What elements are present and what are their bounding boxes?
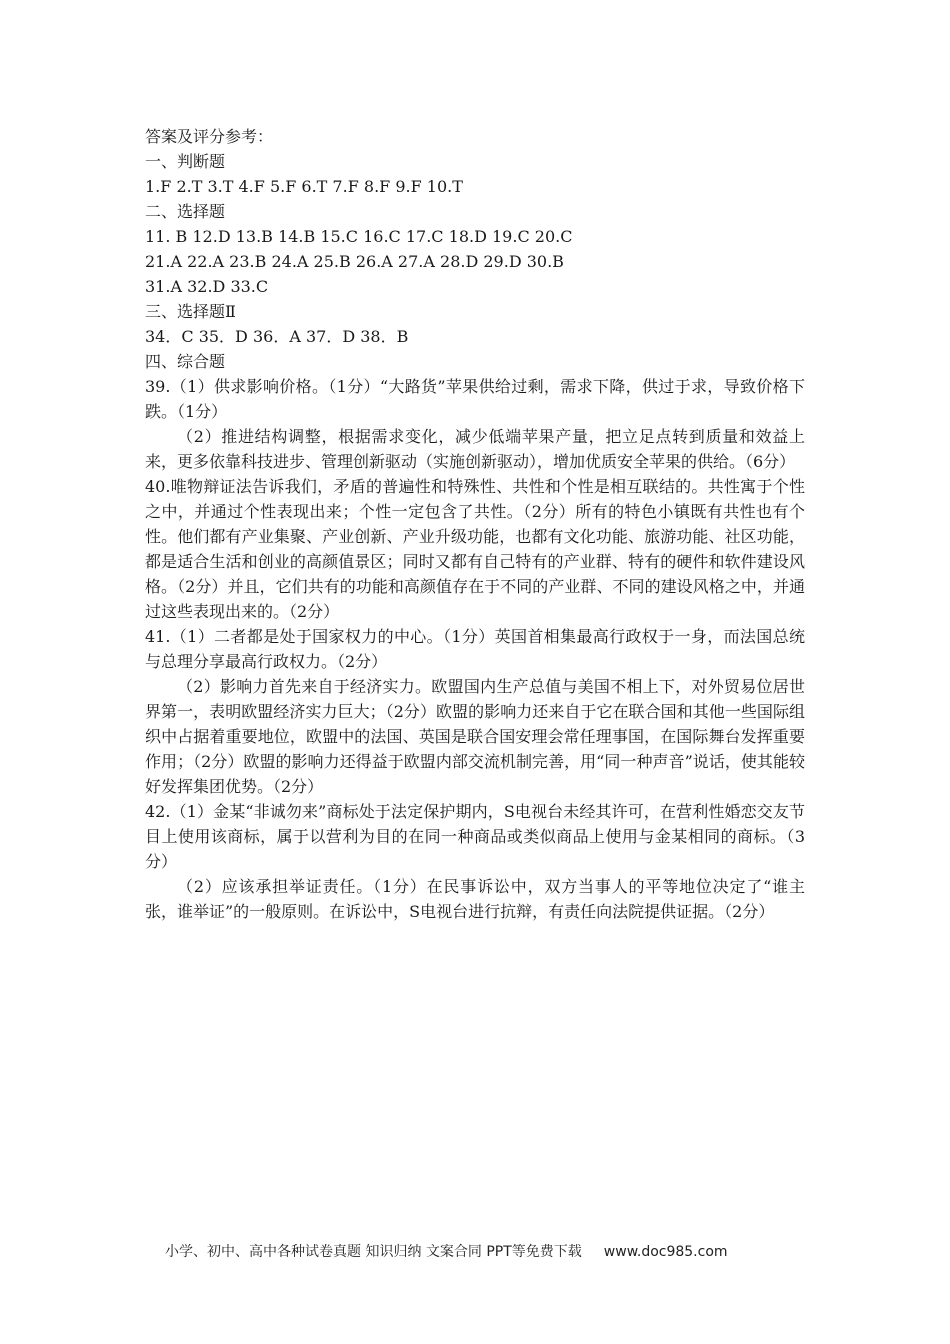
answer-41-part-2: （2）影响力首先来自于经济实力。欧盟国内生产总值与美国不相上下，对外贸易位居世界第一，表明欧盟经济实力巨大；（2分）欧盟的影响力还来自于它在联合国和其他一些国际组织中占据着重要地位，欧盟中的法国、英国是联合国安理会常任理事国，在国际舞台发挥重要作用；（2分）欧盟的影响力还得益于欧盟内部交流机制完善，用“同一种声音”说话，使其能较好发挥集团优势。（2分）: [145, 677, 805, 796]
section-title-choice-2: 三、选择题Ⅱ: [145, 302, 236, 321]
page-footer: [165, 1242, 805, 1262]
choice-answers-line-1: 11. B 12.D 13.B 14.B 15.C 16.C 17.C 18.D 19.C 20.C: [145, 227, 573, 246]
answer-42-part-2: （2）应该承担举证责任。（1分）在民事诉讼中，双方当事人的平等地位决定了“谁主张，谁举证”的一般原则。在诉讼中，S电视台进行抗辩，有责任向法院提供证据。（2分）: [145, 877, 805, 921]
choice-answers-line-2: 21.A 22.A 23.B 24.A 25.B 26.A 27.A 28.D 29.D 30.B: [145, 252, 564, 271]
answer-42-part-1: 42.（1）金某“非诚勿来”商标处于法定保护期内，S电视台未经其许可，在营利性婚恋交友节目上使用该商标，属于以营利为目的在同一种商品或类似商品上使用与金某相同的商标。（3分）: [145, 802, 805, 871]
section-title-choice: 二、选择题: [145, 202, 226, 221]
choice-answers-line-3: 31.A 32.D 33.C: [145, 277, 269, 296]
footer-text: 小学、初中、高中各种试卷真题 知识归纳 文案合同 PPT等免费下载: [165, 1244, 582, 1260]
answer-41-part-1: 41.（1）二者都是处于国家权力的中心。（1分）英国首相集最高行政权于一身，而法国总统与总理分享最高行政权力。（2分）: [145, 627, 805, 671]
answer-39-part-2: （2）推进结构调整，根据需求变化，减少低端苹果产量，把立足点转到质量和效益上来，更多依靠科技进步、管理创新驱动（实施创新驱动），增加优质安全苹果的供给。（6分）: [145, 427, 805, 471]
choice-2-answers: 34．C 35．D 36．A 37．D 38．B: [145, 327, 409, 346]
footer-link[interactable]: www.doc985.com: [603, 1244, 728, 1260]
answer-39-part-1: 39.（1）供求影响价格。（1分）“大路货”苹果供给过剩，需求下降，供过于求，导致价格下跌。（1分）: [145, 377, 805, 421]
document-heading: 答案及评分参考：: [145, 127, 274, 146]
answer-document: [145, 124, 805, 924]
judgment-answers: 1.F 2.T 3.T 4.F 5.F 6.T 7.F 8.F 9.F 10.T: [145, 177, 463, 196]
section-title-comprehensive: 四、综合题: [145, 352, 226, 371]
section-title-judgment: 一、判断题: [145, 152, 226, 171]
answer-40: 40.唯物辩证法告诉我们，矛盾的普遍性和特殊性、共性和个性是相互联结的。共性寓于个性之中，并通过个性表现出来；个性一定包含了共性。（2分）所有的特色小镇既有共性也有个性。他们都有产业集聚、产业创新、产业升级功能，也都有文化功能、旅游功能、社区功能，都是适合生活和创业的高颜值景区；同时又都有自己特有的产业群、特有的硬件和软件建设风格。（2分）并且，它们共有的功能和高颜值存在于不同的产业群、不同的建设风格之中，并通过这些表现出来的。（2分）: [145, 477, 805, 621]
